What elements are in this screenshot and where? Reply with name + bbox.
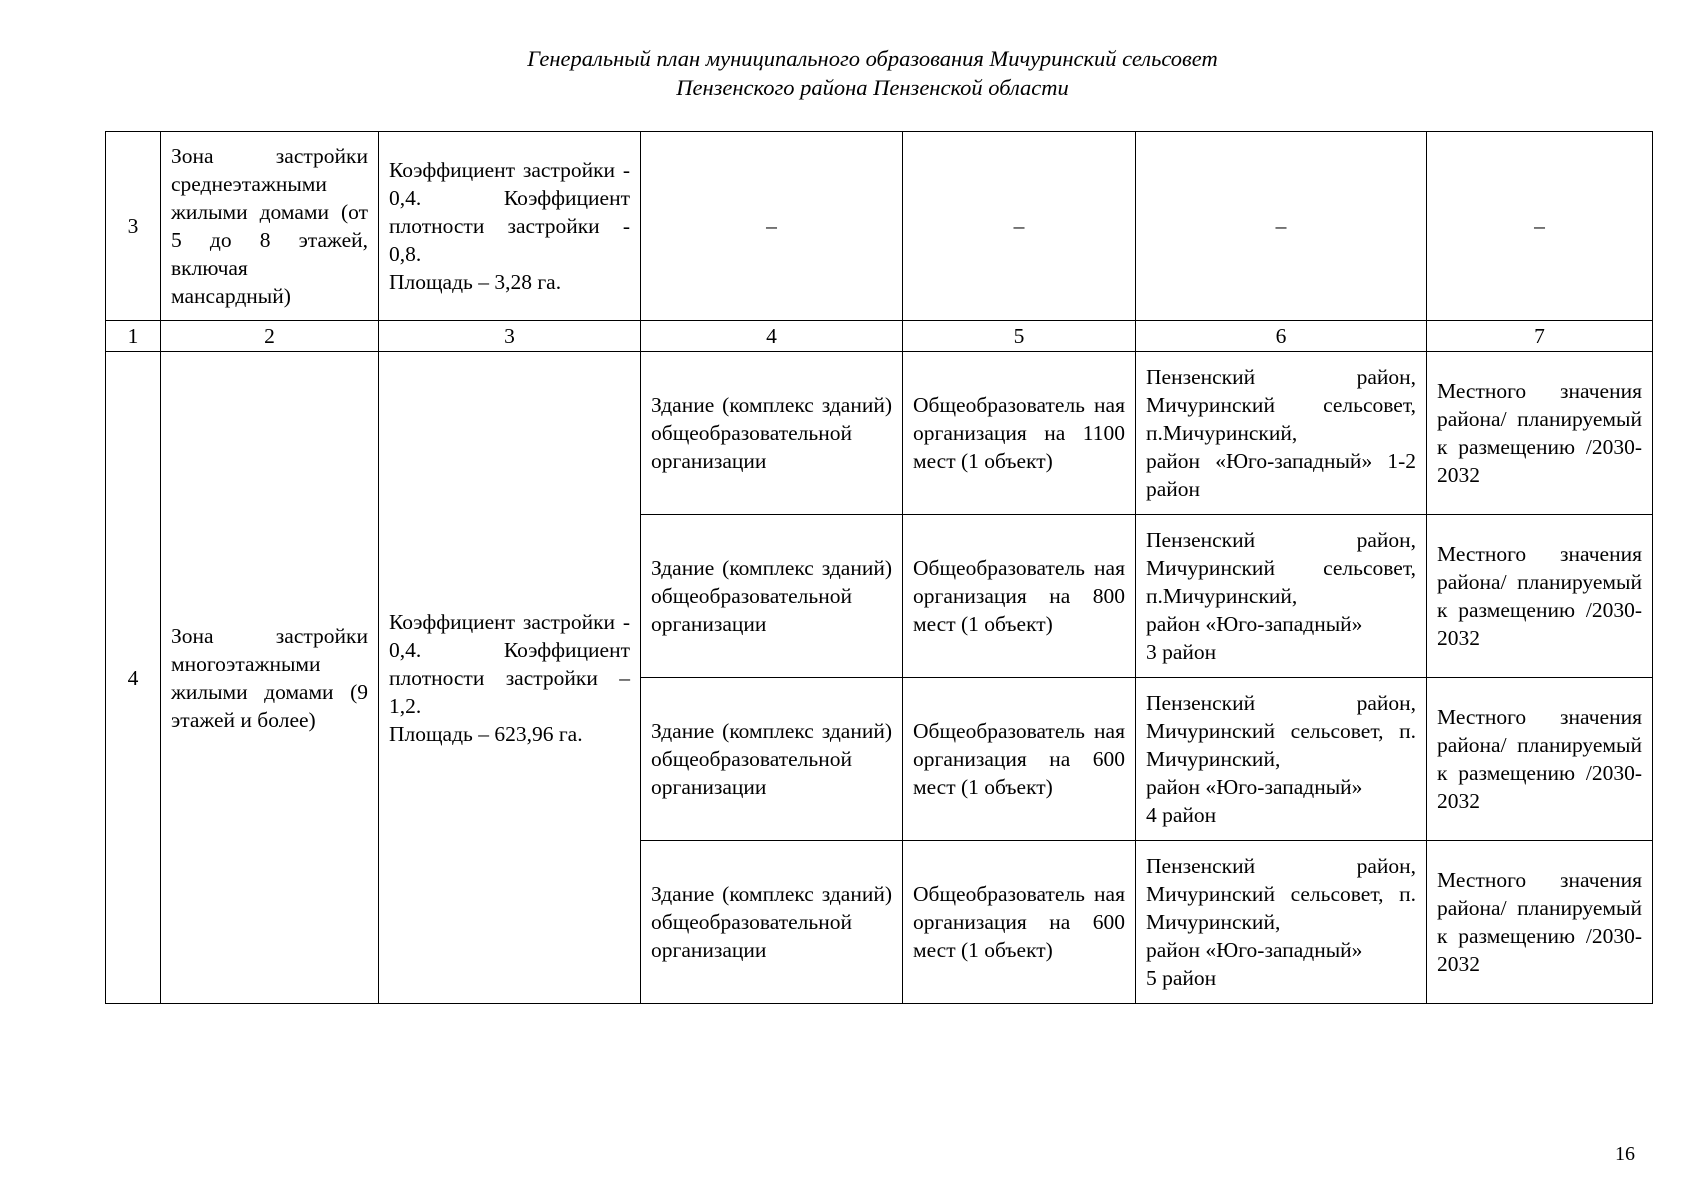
zone-name: Зона застройки среднеэтажными жилыми домами (от 5 до 8 этажей, включая мансардный) [161,132,379,321]
object-status: Местного значения района/ планируемый к размещению /2030-2032 [1427,841,1653,1004]
row-number: 4 [106,352,161,1004]
object-status: Местного значения района/ планируемый к размещению /2030-2032 [1427,352,1653,515]
planning-table [105,131,1653,1004]
page-number: 16 [1615,1143,1635,1165]
object-location: – [1136,132,1427,321]
table-row-zone-3 [106,132,1653,321]
column-index-row [106,321,1653,352]
object-description: Общеобразователь ная организация на 800 мест (1 объект) [903,515,1136,678]
object-location: Пензенский район, Мичуринский сельсовет, п. Мичуринский, район «Юго-западный» 5 район [1136,841,1427,1004]
object-description: – [903,132,1136,321]
column-index: 1 [106,321,161,352]
object-location: Пензенский район, Мичуринский сельсовет, п.Мичуринский, район «Юго-западный» 3 район [1136,515,1427,678]
column-index: 5 [903,321,1136,352]
document-header [0,44,1697,102]
object-type: – [641,132,903,321]
object-location: Пензенский район, Мичуринский сельсовет, п. Мичуринский, район «Юго-западный» 4 район [1136,678,1427,841]
object-location: Пензенский район, Мичуринский сельсовет, п.Мичуринский, район «Юго-западный» 1-2 район [1136,352,1427,515]
column-index: 4 [641,321,903,352]
column-index: 3 [379,321,641,352]
zone-parameters: Коэффициент застройки - 0,4. Коэффициент плотности застройки - 0,8. Площадь – 3,28 га. [379,132,641,321]
header-line-2: Пензенского района Пензенской области [676,75,1069,100]
object-description: Общеобразователь ная организация на 600 мест (1 объект) [903,678,1136,841]
object-status: Местного значения района/ планируемый к размещению /2030-2032 [1427,515,1653,678]
column-index: 7 [1427,321,1653,352]
object-type: Здание (комплекс зданий) общеобразовательной организации [641,352,903,515]
column-index: 6 [1136,321,1427,352]
header-line-1: Генеральный план муниципального образования Мичуринский сельсовет [527,46,1218,71]
object-description: Общеобразователь ная организация на 1100 мест (1 объект) [903,352,1136,515]
zone-name: Зона застройки многоэтажными жилыми домами (9 этажей и более) [161,352,379,1004]
object-status: – [1427,132,1653,321]
object-status: Местного значения района/ планируемый к размещению /2030-2032 [1427,678,1653,841]
object-type: Здание (комплекс зданий) общеобразовательной организации [641,841,903,1004]
object-description: Общеобразователь ная организация на 600 мест (1 объект) [903,841,1136,1004]
row-number: 3 [106,132,161,321]
column-index: 2 [161,321,379,352]
object-type: Здание (комплекс зданий) общеобразовательной организации [641,515,903,678]
object-type: Здание (комплекс зданий) общеобразовательной организации [641,678,903,841]
table-row-zone-4-object-1 [106,352,1653,515]
zone-parameters: Коэффициент застройки - 0,4. Коэффициент плотности застройки – 1,2. Площадь – 623,96 га. [379,352,641,1004]
